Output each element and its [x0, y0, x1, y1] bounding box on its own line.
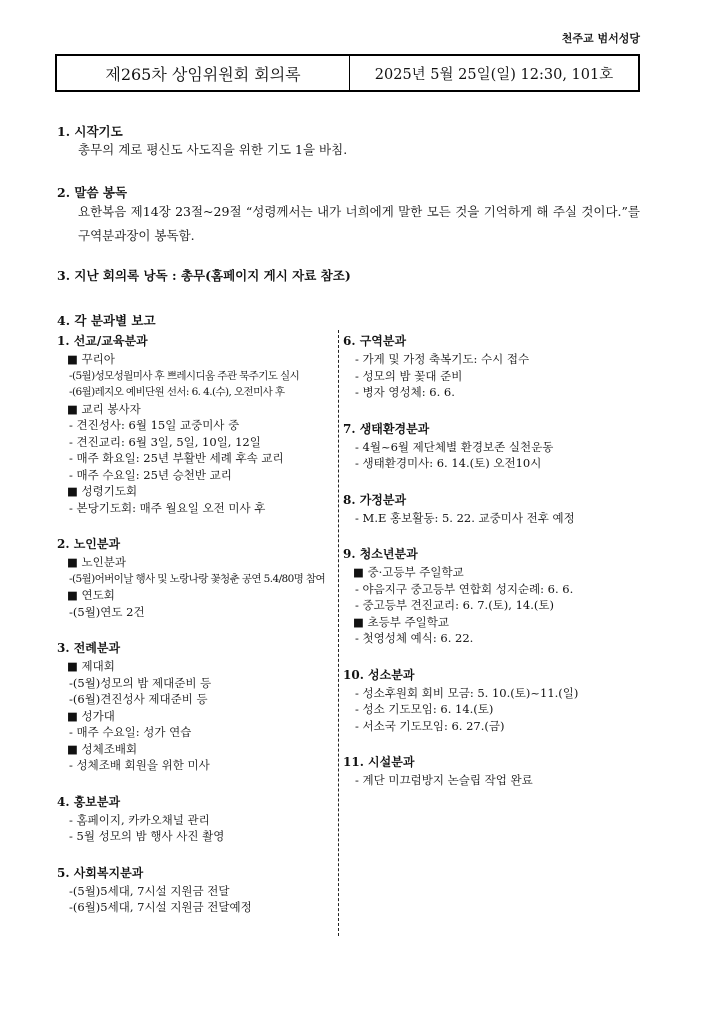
report-line: - 성소후원회 회비 모금: 5. 10.(토)~11.(일)	[355, 685, 579, 700]
report-group-heading: 1. 선교/교육분과	[57, 334, 148, 348]
report-line: - 중고등부 견진교리: 6. 7.(토), 14.(토)	[355, 598, 554, 612]
report-group	[57, 793, 339, 845]
section-scripture-heading: 2. 말씀 봉독	[57, 185, 128, 200]
report-subgroup-label: ■ 제대회	[67, 659, 115, 673]
report-line: - 견진성사: 6월 15일 교중미사 중	[69, 418, 240, 432]
section-opening-prayer-body: 총무의 계로 평신도 사도직을 위한 기도 1을 바침.	[78, 142, 348, 157]
title-box	[55, 54, 640, 92]
report-subgroup-label: ■ 노인분과	[67, 555, 126, 569]
report-group-heading: 5. 사회복지분과	[57, 865, 144, 880]
report-group-heading: 9. 청소년분과	[343, 547, 418, 561]
report-line: - 홈페이지, 카카오채널 관리	[69, 812, 210, 827]
report-group	[57, 332, 339, 516]
report-group-heading: 7. 생태환경분과	[343, 421, 430, 436]
report-line: - 야음지구 중고등부 연합회 성지순례: 6. 6.	[355, 581, 574, 596]
report-group	[57, 864, 339, 916]
report-subgroup-label: ■ 성체조배회	[67, 741, 138, 756]
report-group	[343, 753, 633, 789]
report-group	[343, 332, 633, 401]
report-subgroup-label: ■ 성령기도회	[67, 484, 138, 498]
report-line: -(5월)성모성월미사 후 쁘레시디움 주관 묵주기도 실시	[69, 369, 300, 382]
report-subgroup-label: ■ 연도회	[67, 588, 115, 602]
report-line: - 가게 및 가정 축복기도: 수시 접수	[355, 352, 530, 366]
report-subgroup-label: ■ 중·고등부 주일학교	[353, 565, 464, 579]
report-line: - 견진교리: 6월 3일, 5일, 10일, 12일	[69, 434, 261, 449]
report-line: - 매주 수요일: 성가 연습	[69, 725, 192, 739]
report-line: -(6월)견진성사 제대준비 등	[69, 692, 208, 706]
right-report-column	[343, 332, 633, 808]
report-group-heading: 11. 시설분과	[343, 755, 415, 769]
report-line: -(5월)어버이날 행사 및 노랑나랑 꽃청춘 공연 5.4/80명 참여	[69, 572, 326, 585]
report-line: - 5월 성모의 밤 행사 사진 촬영	[69, 829, 225, 843]
report-line: - 병자 영성체: 6. 6.	[355, 385, 455, 399]
report-group-heading: 8. 가정분과	[343, 492, 407, 507]
section-minutes-heading: 3. 지난 회의록 낭독 : 총무(홈페이지 게시 자료 참조)	[57, 268, 351, 283]
report-line: - 계단 미끄럼방지 논슬립 작업 완료	[355, 773, 533, 787]
report-group	[57, 535, 339, 620]
report-line: - 성모의 밤 꽃대 준비	[355, 368, 463, 383]
report-line: - 서소국 기도모임: 6. 27.(금)	[355, 718, 505, 733]
report-line: - 매주 수요일: 25년 승천반 교리	[69, 467, 232, 482]
report-line: -(6월)레지오 예비단원 선서: 6. 4.(수), 오전미사 후	[69, 386, 285, 398]
report-group-heading: 4. 홍보분과	[57, 794, 121, 809]
report-line: - 성체조배 회원을 위한 미사	[69, 758, 210, 772]
report-line: -(5월)연도 2건	[69, 604, 145, 619]
report-group	[343, 545, 633, 647]
section-opening-prayer-heading: 1. 시작기도	[57, 124, 123, 139]
report-line: - 첫영성체 예식: 6. 22.	[355, 631, 474, 645]
section-scripture-body: 요한복음 제14장 23절~29절 “성령께서는 내가 너희에게 말한 모든 것을 기억하게 해 주실 것이다.”를 구역분과장이 봉독함.	[78, 204, 640, 243]
report-line: -(5월)성모의 밤 제대준비 등	[69, 675, 212, 690]
report-line: - 4월~6월 제단체별 환경보존 실천운동	[355, 439, 554, 454]
section-reports-heading: 4. 각 분과별 보고	[57, 313, 156, 328]
report-group	[343, 491, 633, 527]
report-subgroup-label: ■ 성가대	[67, 708, 115, 723]
report-line: -(6월)5세대, 7시설 지원금 전달예정	[69, 900, 252, 914]
report-group-heading: 6. 구역분과	[343, 334, 407, 348]
report-line: - 매주 화요일: 25년 부활반 세례 후속 교리	[69, 451, 284, 465]
report-line: - 생태환경미사: 6. 14.(토) 오전10시	[355, 456, 542, 470]
report-group	[57, 639, 339, 774]
report-group-heading: 10. 성소분과	[343, 667, 415, 682]
document-title: 제265차 상임위원회 회의록	[57, 56, 350, 90]
report-subgroup-label: ■ 교리 봉사자	[67, 401, 141, 416]
left-report-column	[57, 332, 339, 935]
report-subgroup-label: ■ 초등부 주일학교	[353, 614, 449, 629]
organization-name: 천주교 범서성당	[561, 32, 640, 45]
report-subgroup-label: ■ 꾸리아	[67, 352, 115, 366]
report-group	[343, 420, 633, 472]
meeting-date-location: 2025년 5월 25일(일) 12:30, 101호	[374, 66, 614, 83]
report-group-heading: 3. 전례분과	[57, 641, 121, 655]
report-group	[343, 666, 633, 735]
report-line: - 본당기도회: 매주 월요일 오전 미사 후	[69, 500, 266, 515]
report-line: -(5월)5세대, 7시설 지원금 전달	[69, 883, 230, 898]
report-line: - M.E 홍보활동: 5. 22. 교중미사 전후 예정	[355, 510, 575, 525]
report-line: - 성소 기도모임: 6. 14.(토)	[355, 702, 494, 716]
report-group-heading: 2. 노인분과	[57, 537, 121, 551]
